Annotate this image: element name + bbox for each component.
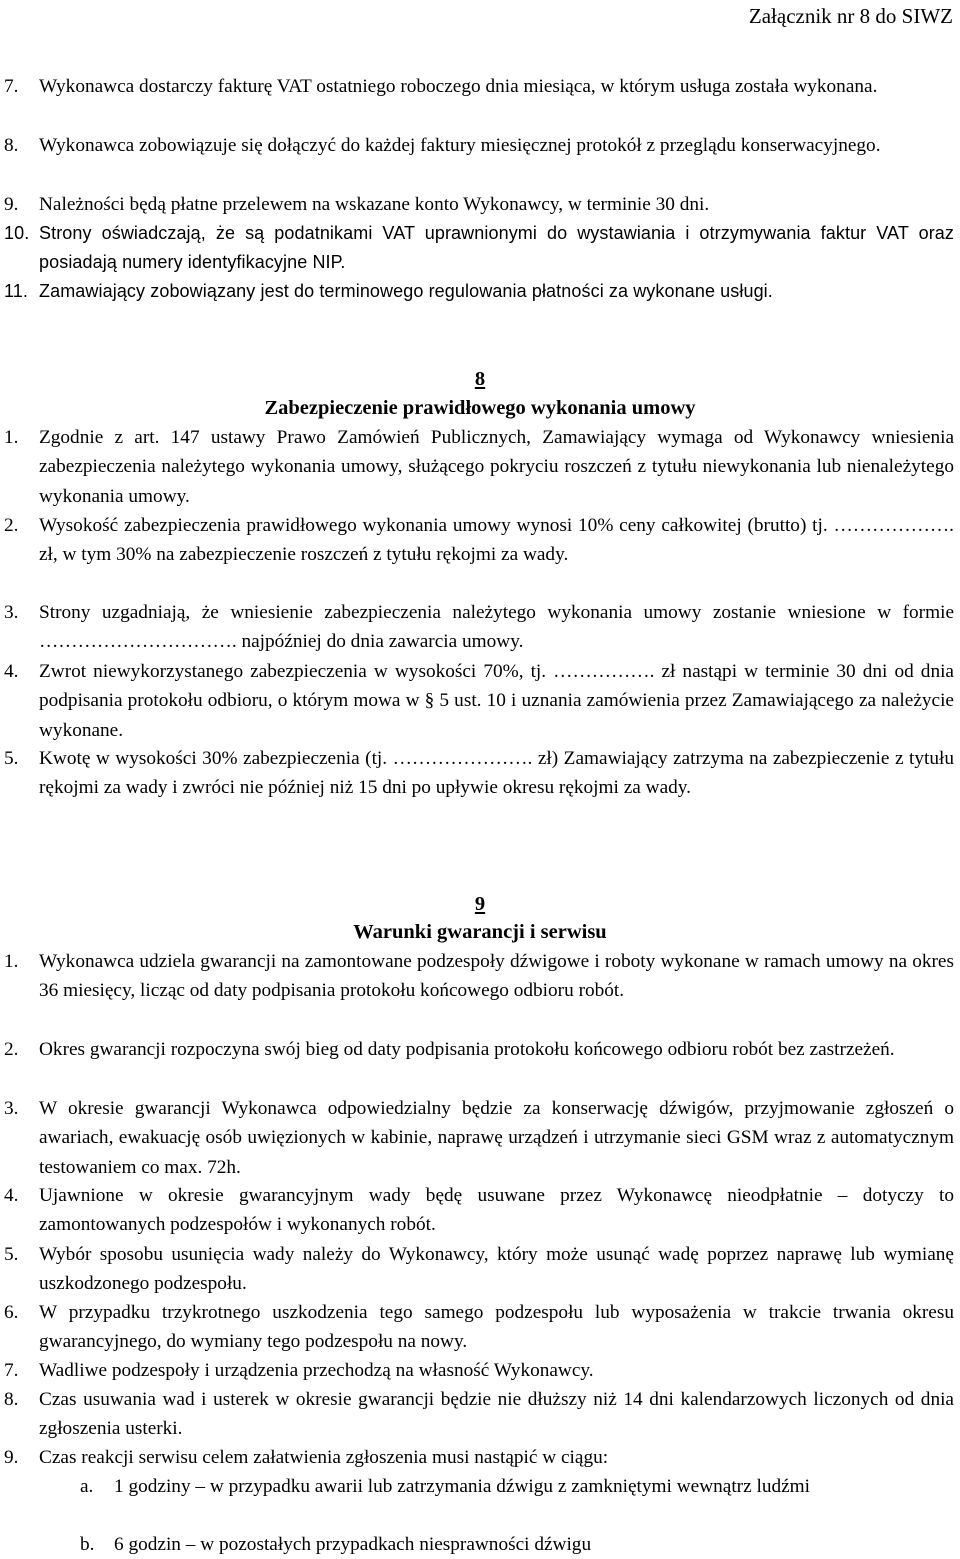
item-text: Czas reakcji serwisu celem załatwienia zgłoszenia musi nastąpić w ciągu: [39, 1447, 609, 1468]
item-number: 8. [4, 135, 19, 156]
section-9-number: 9 [474, 893, 486, 915]
list-item [0, 131, 960, 160]
sub-list-item [80, 1530, 960, 1559]
item-text: Wykonawca zobowiązuje się dołączyć do każdej faktury miesięcznej protokół z przeglądu konserwacyjnego. [39, 135, 881, 156]
item-number: 9. [4, 1447, 19, 1468]
item-text: Okres gwarancji rozpoczyna swój bieg od daty podpisania protokołu końcowego odbioru robót bez zastrzeżeń. [39, 1039, 895, 1060]
item-number: 1. [4, 951, 19, 972]
item-text: Wysokość zabezpieczenia prawidłowego wykonania umowy wynosi 10% ceny całkowitej (brutto) tj. ………………. zł, w tym 30% na zabezpieczenie roszczeń z tytułu rękojmi za wady. [39, 515, 954, 566]
list-item [0, 1240, 960, 1299]
item-text: Zwrot niewykorzystanego zabezpieczenia w wysokości 70%, tj. ……………. zł nastąpi w terminie 30 dni od dnia podpisania protokołu odbioru, o którym mowa w § 5 ust. 10 i uznania zamówienia przez Zamawiającego za należycie wykonane. [39, 661, 954, 741]
item-text: Zgodnie z art. 147 ustawy Prawo Zamówień Publicznych, Zamawiający wymaga od Wykonawcy wniesienia zabezpieczenia należytego wykonania umowy, służącego pokryciu roszczeń z tytułu niewykonania lub nienależytego wykonania umowy. [39, 427, 954, 507]
attachment-header: Załącznik nr 8 do SIWZ [748, 4, 953, 28]
sub-list-item [80, 1472, 960, 1501]
item-number: 7. [4, 1360, 19, 1381]
item-text: Ujawnione w okresie gwarancyjnym wady będę usuwane przez Wykonawcę nieodpłatnie – dotyczy to zamontowanych podzespołów i wykonanych robót. [39, 1185, 954, 1236]
list-item [0, 190, 960, 219]
list-item [0, 1298, 960, 1357]
list-item [0, 423, 960, 511]
section-8-number: 8 [474, 368, 486, 390]
item-number: 2. [4, 515, 19, 536]
item-number: 11. [4, 281, 28, 301]
list-item [0, 657, 960, 745]
item-text: Kwotę w wysokości 30% zabezpieczenia (tj. …………………. zł) Zamawiający zatrzyma na zabezpieczenie z tytułu rękojmi za wady i zwróci nie później niż 15 dni po upływie okresu rękojmi za wady. [39, 748, 954, 799]
list-item [0, 511, 960, 570]
item-number: 8. [4, 1389, 19, 1410]
item-number: 4. [4, 1185, 19, 1206]
item-text: Wadliwe podzespoły i urządzenia przechodzą na własność Wykonawcy. [39, 1360, 594, 1381]
list-item [0, 1356, 960, 1385]
item-number: 4. [4, 661, 19, 682]
item-text: Wybór sposobu usunięcia wady należy do Wykonawcy, który może usunąć wadę poprzez naprawę lub wymianę uszkodzonego podzespołu. [39, 1244, 954, 1295]
item-text: Czas usuwania wad i usterek w okresie gwarancji będzie nie dłuższy niż 14 dni kalendarzowych liczonych od dnia zgłoszenia usterki. [39, 1389, 954, 1440]
list-item [0, 598, 960, 657]
item-text: 1 godziny – w przypadku awarii lub zatrzymania dźwigu z zamkniętymi wewnątrz ludźmi [114, 1476, 811, 1497]
section-8-title: Zabezpieczenie prawidłowego wykonania umowy [264, 397, 696, 419]
item-number: 3. [4, 602, 19, 623]
item-text: Należności będą płatne przelewem na wskazane konto Wykonawcy, w terminie 30 dni. [39, 194, 710, 215]
item-number: 3. [4, 1098, 19, 1119]
item-number: 2. [4, 1039, 19, 1060]
item-number: 9. [4, 194, 19, 215]
item-text: Zamawiający zobowiązany jest do terminowego regulowania płatności za wykonane usługi. [39, 281, 773, 301]
list-item [0, 72, 960, 101]
list-item [0, 1385, 960, 1444]
list-item [0, 744, 960, 803]
item-text: Wykonawca dostarczy fakturę VAT ostatniego roboczego dnia miesiąca, w którym usługa została wykonana. [39, 76, 878, 97]
list-item [0, 219, 960, 278]
item-number: 6. [4, 1302, 19, 1323]
item-text: 6 godzin – w pozostałych przypadkach niesprawności dźwigu [114, 1534, 592, 1555]
list-item [0, 947, 960, 1006]
item-number: 7. [4, 76, 19, 97]
item-number: 1. [4, 427, 19, 448]
item-text: W przypadku trzykrotnego uszkodzenia tego samego podzespołu lub wyposażenia w trakcie trwania okresu gwarancyjnego, do wymiany tego podzespołu na nowy. [39, 1302, 954, 1353]
list-item [0, 1035, 960, 1064]
item-number: 5. [4, 1244, 19, 1265]
list-item [0, 277, 960, 306]
list-item [0, 1443, 960, 1472]
item-number: 5. [4, 748, 19, 769]
item-text: Strony oświadczają, że są podatnikami VAT uprawnionymi do wystawiania i otrzymywania faktur VAT oraz posiadają numery identyfikacyjne NIP. [39, 223, 954, 273]
item-number: 10. [4, 223, 30, 243]
section-9-title: Warunki gwarancji i serwisu [353, 921, 607, 943]
item-text: Strony uzgadniają, że wniesienie zabezpieczenia należytego wykonania umowy zostanie wniesione w formie …………………………. najpóźniej do dnia zawarcia umowy. [39, 602, 954, 653]
item-letter: a. [80, 1476, 94, 1497]
item-letter: b. [80, 1534, 95, 1555]
list-item [0, 1094, 960, 1182]
item-text: Wykonawca udziela gwarancji na zamontowane podzespoły dźwigowe i roboty wykonane w ramach umowy na okres 36 miesięcy, licząc od daty podpisania protokołu końcowego odbioru robót. [39, 951, 954, 1002]
item-text: W okresie gwarancji Wykonawca odpowiedzialny będzie za konserwację dźwigów, przyjmowanie zgłoszeń o awariach, ewakuację osób uwięzionych w kabinie, naprawę urządzeń i utrzymanie sieci GSM wraz z automatycznym testowaniem co max. 72h. [39, 1098, 954, 1178]
list-item [0, 1181, 960, 1240]
